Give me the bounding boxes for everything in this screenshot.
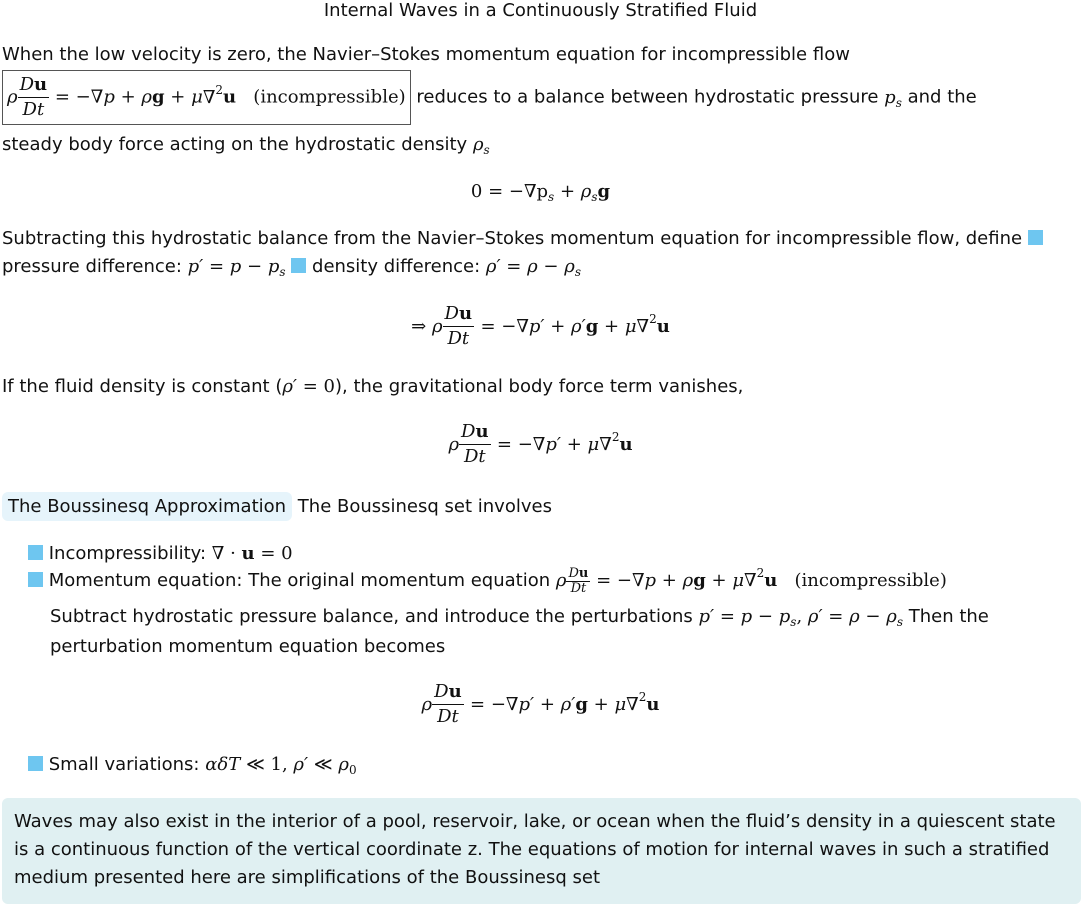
hydrostatic-eq-text: 0 = −∇p xyxy=(470,181,549,202)
para3-text-a: If the fluid density is constant ( xyxy=(2,376,283,397)
list-item-label: Incompressibility: xyxy=(48,543,207,564)
para3: If the fluid density is constant (ρ′ = 0), the gravitational body force term vanishes, xyxy=(2,376,744,397)
constant-density-equation: ρ $\frac{Du}{Dt}$ = −∇p′ + μ∇$^2$u xyxy=(448,421,633,467)
boussinesq-heading xyxy=(2,492,552,521)
bullet-square-icon xyxy=(1028,230,1043,245)
list-item: Momentum equation: The original momentum equation ρ $\frac{Du}{Dt}$ = −∇p + ρg + μ∇$^2$u (incompressible) xyxy=(28,566,947,596)
list-item: Incompressibility: ∇ · u = 0 xyxy=(28,543,293,564)
para1-line3-text: steady body force acting on the hydrostatic density xyxy=(2,134,468,155)
incompressible-tag: (incompressible) xyxy=(794,570,947,591)
summary-note: Waves may also exist in the interior of a pool, reservoir, lake, or ocean when the fluid’s density in a quiescent state is a continuous function of the vertical coordinate z. The equations of motion for internal waves in such a stratified medium presented here are simplifications of the Boussinesq set xyxy=(2,798,1081,904)
para1-line2: ρ $\frac{Du}{Dt}$ = −∇p + ρg + μ∇$^2$u (incompressible) reduces to a balance between hydrostatic pressure $p_s$ and the xyxy=(2,70,977,125)
list-item-label: Momentum equation: The original momentum equation xyxy=(48,570,551,591)
boussinesq-intro: The Boussinesq set involves xyxy=(297,496,552,517)
hydrostatic-equation: $0 = -\nabla p_s + \rho_sg$ xyxy=(470,181,611,204)
list-item: Small variations: αδT ≪ 1, ρ′ ≪ $\rho_0$ xyxy=(28,754,357,777)
boussinesq-equation: ρ $\frac{Du}{Dt}$ = −∇p′ + ρ′g + μ∇$^2$u xyxy=(421,681,660,727)
para1-mid: reduces to a balance between hydrostatic pressure xyxy=(416,86,879,108)
para3-text-b: ), the gravitational body force term vanishes, xyxy=(335,376,744,397)
pressure-label: pressure difference: xyxy=(2,256,182,277)
incompressible-tag: (incompressible) xyxy=(253,86,406,108)
list-item-label: Small variations: xyxy=(48,754,200,775)
para2-line1-text: Subtracting this hydrostatic balance from the Navier–Stokes momentum equation for incompressible flow, define xyxy=(2,228,1023,249)
bullet-square-icon xyxy=(291,258,306,273)
density-label: density difference: xyxy=(312,256,481,277)
list-item-sub2: perturbation momentum equation becomes xyxy=(50,636,446,657)
para2-line2: pressure difference: $p' = p - p_s$ density difference: $\rho' = \rho - \rho_s$ xyxy=(2,256,581,279)
para1-end: and the xyxy=(907,86,977,108)
bullet-square-icon xyxy=(28,572,43,587)
boussinesq-tag: The Boussinesq Approximation xyxy=(2,492,292,521)
page-title: Internal Waves in a Continuously Stratified Fluid xyxy=(323,0,758,21)
bullet-square-icon xyxy=(28,545,43,560)
sub1-end: Then the xyxy=(908,606,989,627)
navier-stokes-boxed-equation: ρ $\frac{Du}{Dt}$ = −∇p + ρg + μ∇$^2$u (incompressible) xyxy=(2,70,411,125)
para1-line3: steady body force acting on the hydrostatic density $\rho_s$ xyxy=(2,134,490,157)
sub1-text: Subtract hydrostatic pressure balance, and introduce the perturbations xyxy=(50,606,693,627)
list-item-sub1: Subtract hydrostatic pressure balance, and introduce the perturbations $p' = p - p_s$, $\rho' = \rho - \rho_s$ Then the xyxy=(50,606,989,629)
perturbation-equation: ⇒ ρ $\frac{Du}{Dt}$ = −∇p′ + ρ′g + μ∇$^2$u xyxy=(411,303,670,349)
para1-intro: When the low velocity is zero, the Navier–Stokes momentum equation for incompressible flow xyxy=(2,44,850,65)
bullet-square-icon xyxy=(28,756,43,771)
para2-line1 xyxy=(2,228,1043,249)
